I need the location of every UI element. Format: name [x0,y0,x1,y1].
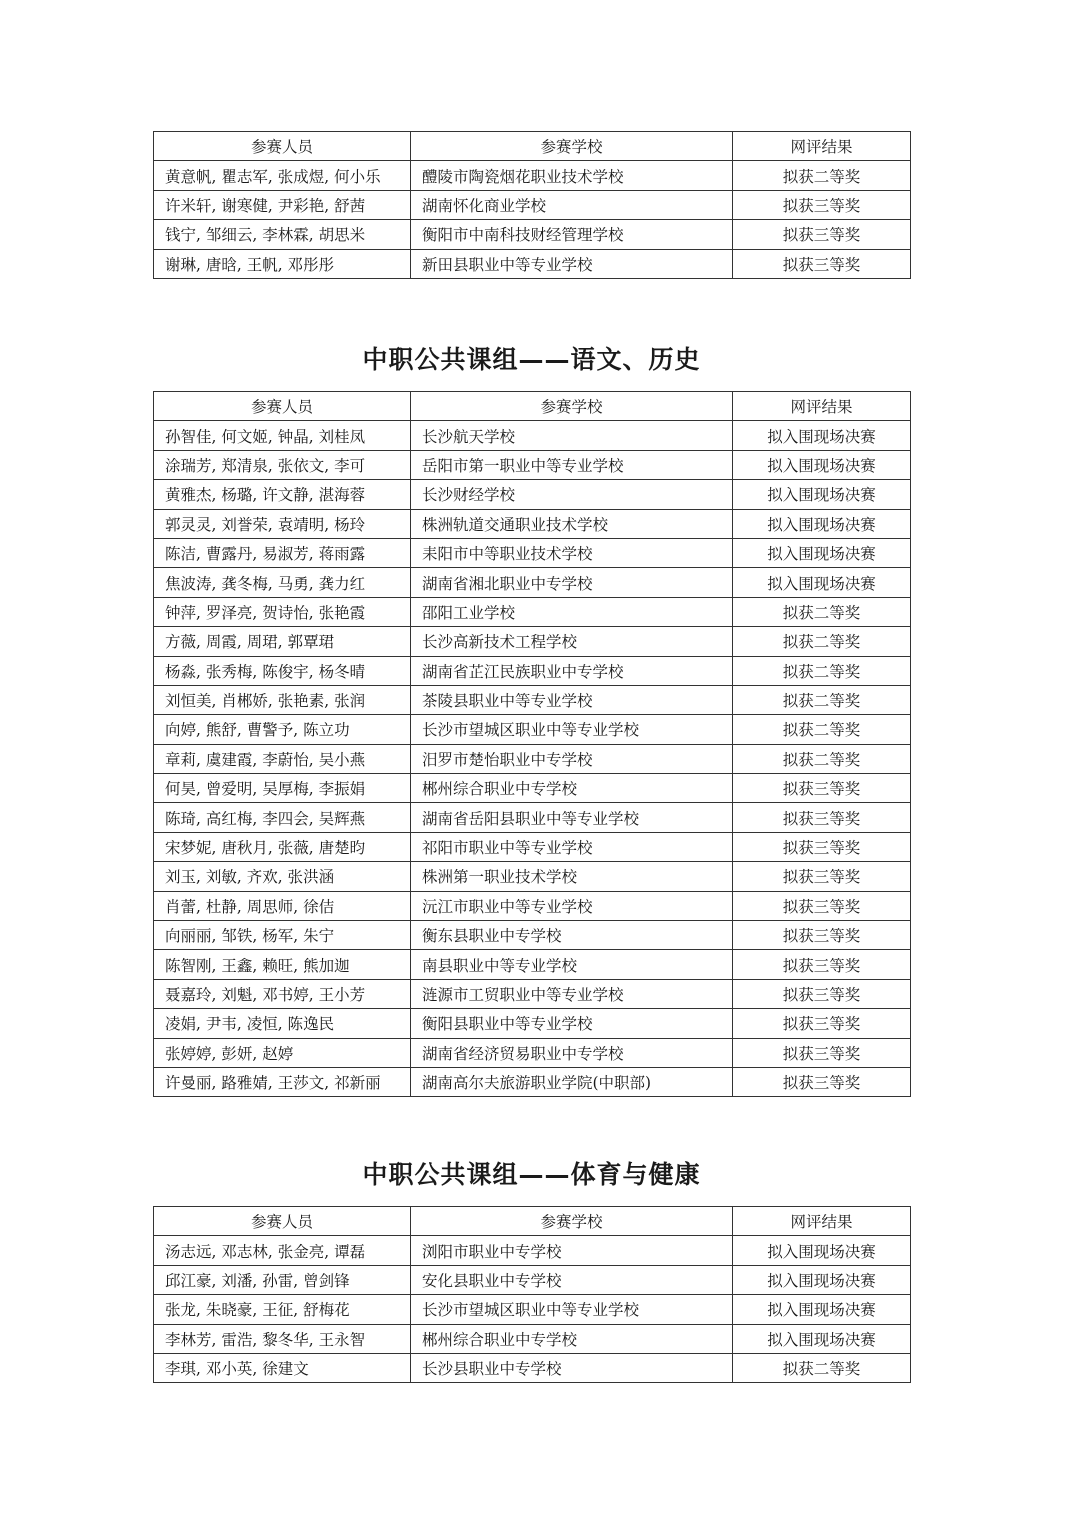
result-cell: 拟获二等奖 [733,1353,911,1382]
result-cell: 拟获二等奖 [733,161,911,190]
table-row [154,421,911,450]
participants-cell: 宋梦妮, 唐秋月, 张薇, 唐楚昀 [154,832,411,861]
school-cell: 长沙县职业中专学校 [411,1353,733,1382]
result-cell: 拟入围现场决赛 [733,1236,911,1265]
table-row [154,832,911,861]
participants-cell: 许曼丽, 路雅婧, 王莎文, 祁新丽 [154,1067,411,1096]
school-cell: 祁阳市职业中等专业学校 [411,832,733,861]
table-row [154,744,911,773]
header-participants: 参赛人员 [154,1207,411,1236]
result-cell: 拟入围现场决赛 [733,421,911,450]
participants-cell: 李琪, 邓小英, 徐建文 [154,1353,411,1382]
table-header-row [154,132,911,161]
table-row [154,921,911,950]
table-row [154,220,911,249]
result-cell: 拟获三等奖 [733,249,911,278]
school-cell: 长沙高新技术工程学校 [411,627,733,656]
header-participants: 参赛人员 [154,132,411,161]
result-cell: 拟入围现场决赛 [733,509,911,538]
table-row [154,862,911,891]
table-row [154,1324,911,1353]
participants-cell: 章莉, 虞建霞, 李蔚怡, 吴小燕 [154,744,411,773]
table-row [154,685,911,714]
school-cell: 湖南省芷江民族职业中专学校 [411,656,733,685]
table-header-row [154,1207,911,1236]
school-cell: 安化县职业中专学校 [411,1265,733,1294]
result-cell: 拟获二等奖 [733,597,911,626]
school-cell: 长沙财经学校 [411,480,733,509]
table-row [154,568,911,597]
school-cell: 耒阳市中等职业技术学校 [411,538,733,567]
participants-cell: 肖蕾, 杜静, 周思师, 徐佶 [154,891,411,920]
school-cell: 郴州综合职业中专学校 [411,774,733,803]
table-row [154,1295,911,1324]
participants-cell: 孙智佳, 何文姬, 钟晶, 刘桂凤 [154,421,411,450]
participants-cell: 谢琳, 唐晗, 王帆, 邓彤彤 [154,249,411,278]
table-row [154,509,911,538]
school-cell: 湖南怀化商业学校 [411,190,733,219]
school-cell: 湖南省湘北职业中专学校 [411,568,733,597]
participants-cell: 涂瑞芳, 郑清泉, 张依文, 李可 [154,450,411,479]
header-participants: 参赛人员 [154,392,411,421]
table-row [154,1236,911,1265]
participants-cell: 张龙, 朱晓豪, 王征, 舒梅花 [154,1295,411,1324]
school-cell: 衡东县职业中专学校 [411,921,733,950]
results-table-1 [153,391,911,1097]
participants-cell: 方薇, 周霞, 周珺, 郭覃珺 [154,627,411,656]
table-row [154,597,911,626]
result-cell: 拟获三等奖 [733,979,911,1008]
school-cell: 株洲第一职业技术学校 [411,862,733,891]
table-row [154,715,911,744]
table-row [154,1353,911,1382]
section-2 [153,1157,910,1383]
table-row [154,803,911,832]
table-row [154,627,911,656]
school-cell: 南县职业中等专业学校 [411,950,733,979]
participants-cell: 刘恒美, 肖郴娇, 张艳素, 张润 [154,685,411,714]
participants-cell: 陈智刚, 王鑫, 赖旺, 熊加迦 [154,950,411,979]
table-row [154,1038,911,1067]
school-cell: 新田县职业中等专业学校 [411,249,733,278]
table-row [154,891,911,920]
result-cell: 拟入围现场决赛 [733,450,911,479]
section-title: 中职公共课组——体育与健康 [362,1160,701,1189]
result-cell: 拟入围现场决赛 [733,568,911,597]
participants-cell: 汤志远, 邓志林, 张金亮, 谭磊 [154,1236,411,1265]
school-cell: 涟源市工贸职业中等专业学校 [411,979,733,1008]
school-cell: 邵阳工业学校 [411,597,733,626]
participants-cell: 陈琦, 高红梅, 李四会, 吴辉燕 [154,803,411,832]
table-row [154,190,911,219]
school-cell: 衡阳市中南科技财经管理学校 [411,220,733,249]
participants-cell: 陈洁, 曹露丹, 易淑芳, 蒋雨露 [154,538,411,567]
result-cell: 拟入围现场决赛 [733,480,911,509]
participants-cell: 杨淼, 张秀梅, 陈俊宇, 杨冬晴 [154,656,411,685]
result-cell: 拟入围现场决赛 [733,1324,911,1353]
result-cell: 拟获二等奖 [733,656,911,685]
participants-cell: 何昊, 曾爱明, 吴厚梅, 李振娟 [154,774,411,803]
participants-cell: 李林芳, 雷浩, 黎冬华, 王永智 [154,1324,411,1353]
header-school: 参赛学校 [411,392,733,421]
school-cell: 长沙航天学校 [411,421,733,450]
school-cell: 长沙市望城区职业中等专业学校 [411,715,733,744]
participants-cell: 许米轩, 谢寒健, 尹彩艳, 舒茜 [154,190,411,219]
participants-cell: 钟萍, 罗泽亮, 贺诗怡, 张艳霞 [154,597,411,626]
participants-cell: 黄意帆, 瞿志军, 张成煜, 何小乐 [154,161,411,190]
participants-cell: 张婷婷, 彭妍, 赵婷 [154,1038,411,1067]
table-row [154,979,911,1008]
table-row [154,538,911,567]
result-cell: 拟获三等奖 [733,220,911,249]
result-cell: 拟获三等奖 [733,921,911,950]
table-row [154,249,911,278]
header-result: 网评结果 [733,392,911,421]
school-cell: 株洲轨道交通职业技术学校 [411,509,733,538]
result-cell: 拟获三等奖 [733,1067,911,1096]
results-table-0 [153,131,911,279]
school-cell: 湖南省岳阳县职业中等专业学校 [411,803,733,832]
table-row [154,480,911,509]
school-cell: 茶陵县职业中等专业学校 [411,685,733,714]
school-cell: 岳阳市第一职业中等专业学校 [411,450,733,479]
result-cell: 拟获二等奖 [733,685,911,714]
school-cell: 浏阳市职业中专学校 [411,1236,733,1265]
result-cell: 拟入围现场决赛 [733,1295,911,1324]
result-cell: 拟入围现场决赛 [733,1265,911,1294]
result-cell: 拟获二等奖 [733,627,911,656]
table-row [154,1067,911,1096]
table-row [154,774,911,803]
header-school: 参赛学校 [411,1207,733,1236]
table-row [154,1009,911,1038]
results-table-2 [153,1206,911,1383]
participants-cell: 邱江豪, 刘潘, 孙雷, 曾剑锋 [154,1265,411,1294]
school-cell: 湖南高尔夫旅游职业学院(中职部) [411,1067,733,1096]
school-cell: 湖南省经济贸易职业中专学校 [411,1038,733,1067]
table-row [154,161,911,190]
result-cell: 拟获二等奖 [733,715,911,744]
table-header-row [154,392,911,421]
result-cell: 拟获三等奖 [733,1038,911,1067]
result-cell: 拟获三等奖 [733,832,911,861]
school-cell: 郴州综合职业中专学校 [411,1324,733,1353]
section-1 [153,342,910,1097]
participants-cell: 向丽丽, 邹铁, 杨军, 朱宁 [154,921,411,950]
result-cell: 拟入围现场决赛 [733,538,911,567]
participants-cell: 聂嘉玲, 刘魁, 邓书婷, 王小芳 [154,979,411,1008]
result-cell: 拟获三等奖 [733,774,911,803]
table-row [154,656,911,685]
result-cell: 拟获三等奖 [733,803,911,832]
section-0 [153,131,910,279]
header-result: 网评结果 [733,1207,911,1236]
section-title: 中职公共课组——语文、历史 [362,345,701,374]
participants-cell: 刘玉, 刘敏, 齐欢, 张洪涵 [154,862,411,891]
result-cell: 拟获三等奖 [733,1009,911,1038]
school-cell: 衡阳县职业中等专业学校 [411,1009,733,1038]
table-row [154,450,911,479]
school-cell: 汨罗市楚怡职业中专学校 [411,744,733,773]
participants-cell: 焦波涛, 龚冬梅, 马勇, 龚力红 [154,568,411,597]
header-school: 参赛学校 [411,132,733,161]
participants-cell: 向婷, 熊舒, 曹警予, 陈立功 [154,715,411,744]
result-cell: 拟获三等奖 [733,891,911,920]
result-cell: 拟获三等奖 [733,950,911,979]
result-cell: 拟获二等奖 [733,744,911,773]
result-cell: 拟获三等奖 [733,862,911,891]
participants-cell: 黄雅杰, 杨璐, 许文静, 湛海蓉 [154,480,411,509]
header-result: 网评结果 [733,132,911,161]
participants-cell: 郭灵灵, 刘誉荣, 袁靖明, 杨玲 [154,509,411,538]
school-cell: 长沙市望城区职业中等专业学校 [411,1295,733,1324]
participants-cell: 钱宁, 邹细云, 李林霖, 胡思米 [154,220,411,249]
table-row [154,950,911,979]
school-cell: 醴陵市陶瓷烟花职业技术学校 [411,161,733,190]
result-cell: 拟获三等奖 [733,190,911,219]
participants-cell: 凌娟, 尹韦, 凌恒, 陈逸民 [154,1009,411,1038]
table-row [154,1265,911,1294]
school-cell: 沅江市职业中等专业学校 [411,891,733,920]
